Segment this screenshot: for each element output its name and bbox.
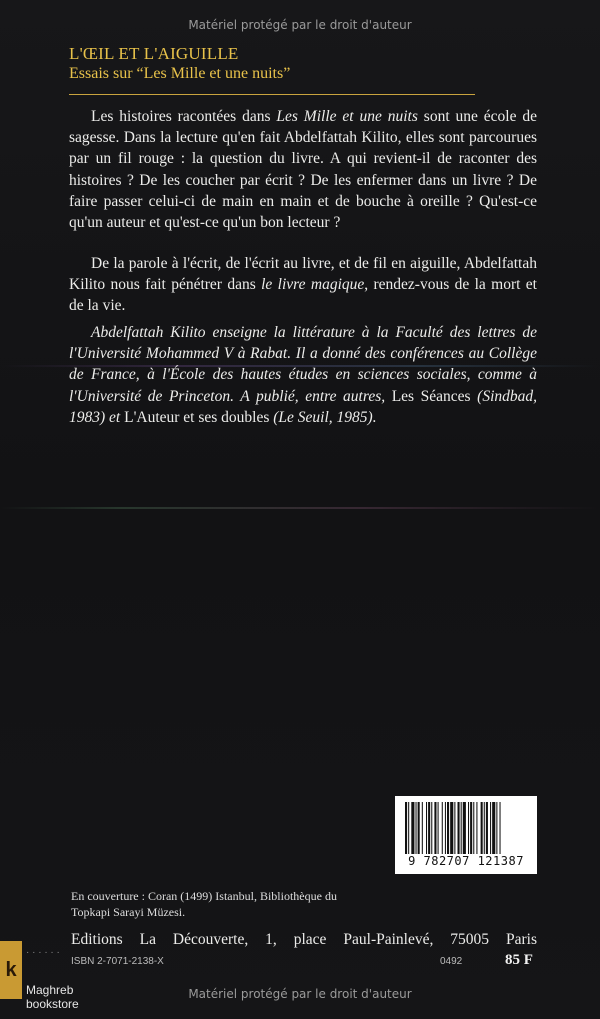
author-bio [69, 322, 537, 428]
blurb-text: Les histoires racontées dans [91, 108, 277, 125]
blurb-paragraph-2 [69, 253, 537, 317]
blurb-text: , rendez-vous de la mort et de la vie. [69, 276, 537, 315]
bio-text: (Le Seuil, 1985). [269, 408, 377, 426]
title-divider [69, 94, 475, 95]
book-title: L'ŒIL ET L'AIGUILLE [69, 44, 239, 63]
barcode-number: 9 782707 121387 [408, 854, 524, 868]
isbn-text: ISBN 2-7071-2138-X [71, 956, 164, 967]
publisher-address: Editions La Découverte, 1, place Paul-Painlevé, 75005 Paris [71, 931, 537, 948]
barcode-bars-icon [405, 802, 529, 854]
blurb-text: De la parole à l'écrit, de l'écrit au livre, et de fil en aiguille, Abdelfattah Kilito nous fait pénétrer dans [69, 255, 537, 294]
stamp-decoration: · · · · · · [26, 947, 60, 958]
copyright-watermark-top: Matériel protégé par le droit d'auteur [188, 18, 412, 32]
blurb-emphasis: le livre magique [261, 276, 365, 294]
edition-code: 0492 [440, 956, 463, 967]
bio-text: Abdelfattah Kilito enseigne la littérature à la Faculté des lettres de l'Université Mohammed V à Rabat. Il a donné des conférences au Collège de France, à l'École des hautes études en sciences sociales, comme à l'Université de Princeton. A publié, entre autres, [69, 324, 537, 405]
scan-artifact-line [0, 507, 600, 509]
bio-text: (Sindbad, 1983) et [69, 387, 537, 426]
blurb-book-title: Les Mille et une nuits [276, 108, 418, 125]
cover-credit: En couverture : Coran (1499) Istanbul, Bibliothèque du Topkapi Sarayi Müzesi. [71, 889, 337, 919]
price: 85 F [505, 952, 533, 968]
bio-work-title: Les Séances [391, 387, 471, 405]
blurb-paragraph-1 [69, 106, 537, 233]
bio-work-title: L'Auteur et ses doubles [124, 408, 270, 426]
bookstore-logo-icon: k [0, 941, 22, 999]
isbn-barcode [395, 796, 537, 874]
bookstore-name: Maghreb bookstore [26, 983, 79, 1011]
copyright-watermark-bottom: Matériel protégé par le droit d'auteur [188, 987, 412, 1001]
book-subtitle: Essais sur “Les Mille et une nuits” [69, 65, 291, 82]
blurb-text: sont une école de sagesse. Dans la lecture qu'en fait Abdelfattah Kilito, elles sont parcourues par un fil rouge : la question du livre. A qui revient-il de raconter des histoires ? De les coucher par écrit ? De les enfermer dans un livre ? De faire passer celui-ci de main en main et de bouche à oreille ? Qu'est-ce qu'un auteur et qu'est-ce qu'un bon lecteur ? [69, 108, 538, 232]
